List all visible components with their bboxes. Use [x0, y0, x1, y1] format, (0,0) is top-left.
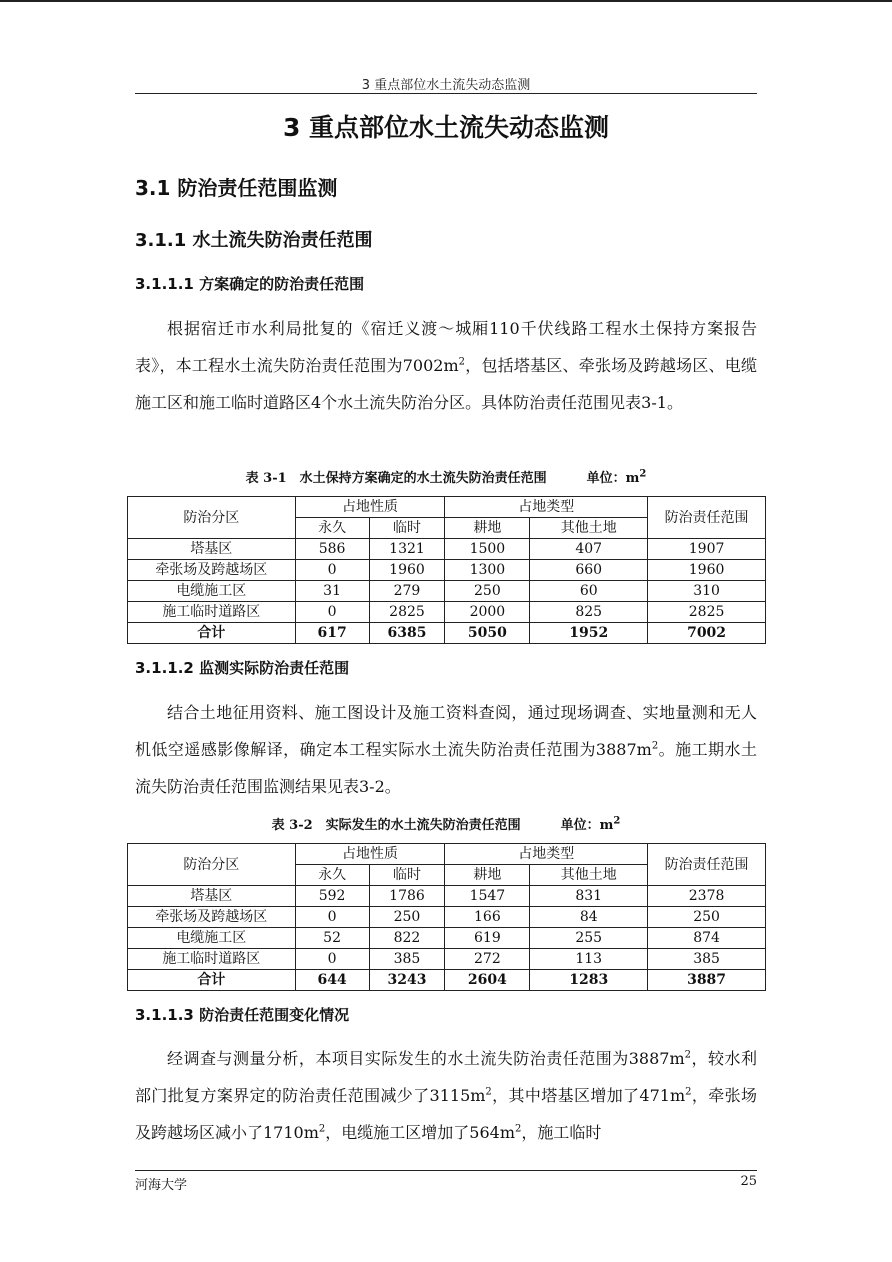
superscript: 2	[515, 1123, 522, 1135]
header-scope: 防治责任范围	[648, 497, 766, 539]
text-run: ，其中塔基区增加了471m	[491, 1086, 686, 1105]
header-other-land: 其他土地	[530, 518, 648, 539]
running-header: 3 重点部位水土流失动态监测	[361, 78, 531, 93]
text-run: ，包括塔基区、牵张场及跨越场区、电缆施工区和施工临时道路区4个水土流失防治分区。具体防治责任范围见表3-1。	[135, 356, 757, 412]
table-1	[127, 496, 766, 644]
paragraph-3	[135, 1040, 757, 1151]
section-heading-3-1-1: 3.1.1 水土流失防治责任范围	[135, 230, 373, 251]
superscript: 2	[485, 1086, 492, 1098]
footer-rule	[135, 1170, 757, 1171]
table-row: 牵张场及跨越场区 0 1960 1300 660 1960	[128, 560, 766, 581]
header-land-nature: 占地性质	[295, 844, 445, 865]
header-permanent: 永久	[295, 865, 369, 886]
table-row: 电缆施工区 52 822 619 255 874	[128, 928, 766, 949]
table-2-title: 表 3-2 实际发生的水土流失防治责任范围	[271, 818, 521, 833]
table-row: 施工临时道路区 0 2825 2000 825 2825	[128, 602, 766, 623]
text-run: ，牵张场及跨越场区减小了1710m	[135, 1086, 757, 1142]
table-2-unit: 单位：$m^2$	[560, 815, 621, 833]
chapter-title: 3 重点部位水土流失动态监测	[282, 113, 610, 142]
superscript: 2	[318, 1123, 326, 1135]
header-permanent: 永久	[295, 518, 369, 539]
header-zone: 防治分区	[128, 844, 296, 886]
text-run: ，电缆施工区增加了564m	[325, 1123, 515, 1142]
text-run: 经调查与测量分析，本项目实际发生的水土流失防治责任范围为3887m	[167, 1049, 685, 1068]
text-run: 结合土地征用资料、施工图设计及施工资料查阅，通过现场调查、实地量测和无人机低空遥感影像解译，确定本工程实际水土流失防治责任范围为3887m	[135, 703, 757, 759]
header-rule	[135, 93, 757, 94]
section-heading-3-1-1-3: 3.1.1.3 防治责任范围变化情况	[135, 1006, 350, 1024]
header-land-type: 占地类型	[445, 497, 648, 518]
text-run: ，较水利部门批复方案界定的防治责任范围减少了3115m	[135, 1049, 757, 1105]
text-run: 根据宿迁市水利局批复的《宿迁义渡～城厢110千伏线路工程水土保持方案报告表》，本工程水土流失防治责任范围为7002m	[135, 319, 757, 375]
superscript: 2	[685, 1086, 692, 1098]
header-temporary: 临时	[369, 865, 445, 886]
table-row: 牵张场及跨越场区 0 250 166 84 250	[128, 907, 766, 928]
header-land-type: 占地类型	[445, 844, 648, 865]
superscript: 2	[684, 1049, 692, 1061]
table-1-caption	[135, 467, 757, 486]
table-row: 电缆施工区 31 279 250 60 310	[128, 581, 766, 602]
table-row: 施工临时道路区 0 385 272 113 385	[128, 949, 766, 970]
top-border-line	[0, 0, 892, 2]
table-row: 塔基区 592 1786 1547 831 2378	[128, 886, 766, 907]
header-scope: 防治责任范围	[648, 844, 766, 886]
page-number: 25	[740, 1174, 757, 1189]
superscript: 2	[651, 740, 659, 752]
paragraph-1	[135, 310, 757, 421]
text-run: 。施工期水土流失防治责任范围监测结果见表3-2。	[135, 740, 757, 796]
paragraph-2	[135, 694, 757, 805]
section-heading-3-1-1-1: 3.1.1.1 方案确定的防治责任范围	[135, 275, 365, 293]
table-row: 塔基区 586 1321 1500 407 1907	[128, 539, 766, 560]
table-1-unit: 单位：$m^2$	[586, 468, 647, 486]
table-total-row: 合计 617 6385 5050 1952 7002	[128, 623, 766, 644]
header-cultivated: 耕地	[445, 518, 530, 539]
header-cultivated: 耕地	[445, 865, 530, 886]
header-temporary: 临时	[369, 518, 445, 539]
table-2-caption	[135, 814, 757, 833]
header-other-land: 其他土地	[530, 865, 648, 886]
text-run: ，施工临时	[521, 1123, 602, 1142]
header-land-nature: 占地性质	[295, 497, 445, 518]
table-total-row: 合计 644 3243 2604 1283 3887	[128, 970, 766, 991]
section-heading-3-1-1-2: 3.1.1.2 监测实际防治责任范围	[135, 659, 350, 677]
table-1-title: 表 3-1 水土保持方案确定的水土流失防治责任范围	[245, 471, 547, 486]
table-2	[127, 843, 766, 991]
superscript: 2	[458, 356, 466, 368]
header-zone: 防治分区	[128, 497, 296, 539]
footer-institution: 河海大学	[135, 1178, 188, 1193]
section-heading-3-1: 3.1 防治责任范围监测	[135, 176, 338, 200]
